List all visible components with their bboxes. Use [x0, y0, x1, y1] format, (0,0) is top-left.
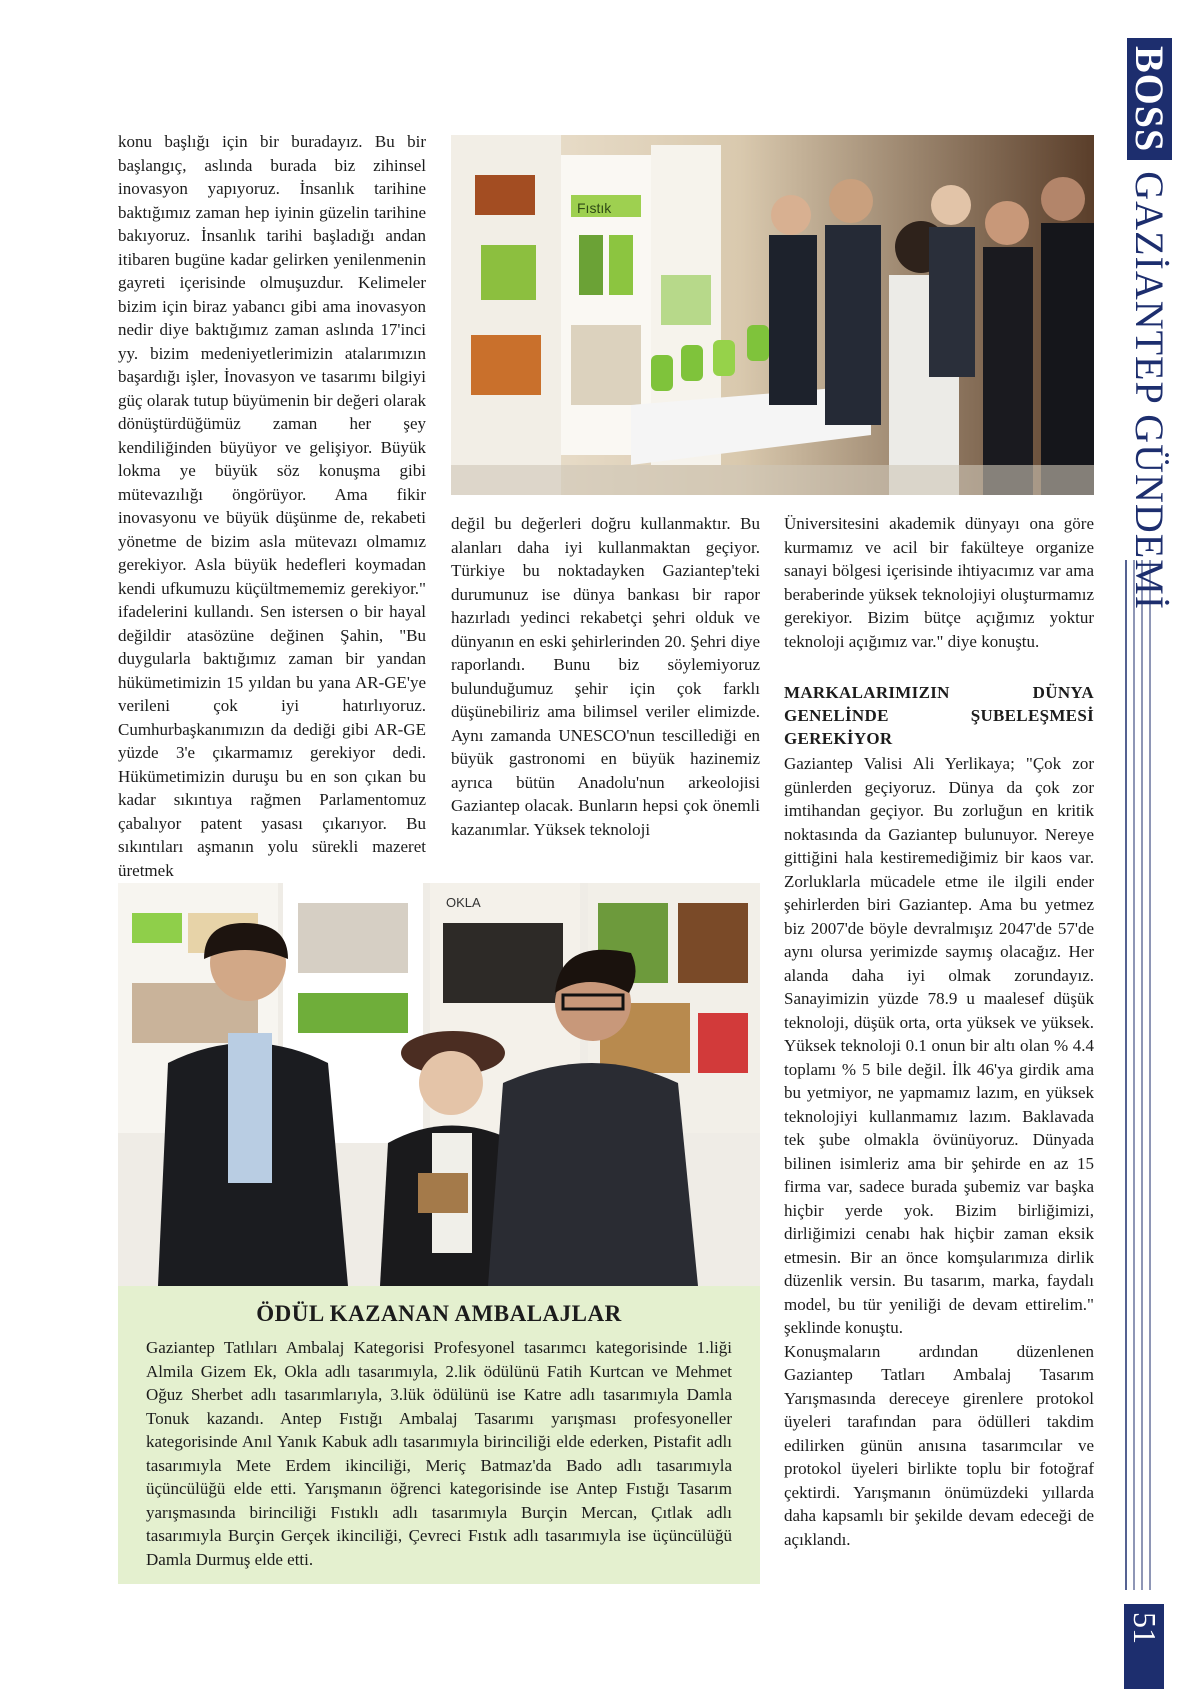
left-column: [118, 130, 426, 882]
award-winners-photo-illustration: [118, 883, 760, 1286]
caption-text: Gaziantep Tatlıları Ambalaj Kategorisi Profesyonel tasarımcı kategorisinde 1.liği Almila Gizem Ek, Okla adlı tasarımıyla, 2.lik ödülünü Fatih Kurtcan ve Mehmet Oğuz Sherbet adlı tasarımlarıyla, 3.lük ödülünü ise Katre adlı tasarımıyla Damla Tonuk kazandı. Antep Fıstığı Ambalaj Tasarımı yarışması profesyoneller kategorisinde Anıl Yanık Kabuk adlı tasarımıyla birinciliği elde ederken, Pistafit adlı tasarımıyla Mete Erdem ikinciliği, Meriç Batmaz'da Bado adlı tasarımıyla üçüncülüğü elde etti. Yarışmanın öğrenci kategorisinde ise Antep Fıstığı Tasarım yarışmasında birinciliği Fıstıklı adlı tasarımıyla Burçin Mercan, Çıtlak adlı tasarımıyla Burçin Gerçek ikinciliği, Çevreci Fıstık adlı tasarımıyla ise üçüncülüğü Damla Durmuş elde etti.: [146, 1338, 732, 1569]
section-subheading: MARKALARIMIZIN DÜNYA GENELİNDE ŞUBELEŞMESİ GEREKİYOR: [784, 683, 1094, 748]
right-column-text-1: Üniversitesini akademik dünyayı ona göre kurmamız ve acil bir fakülteye organize sanayi bölgesi içerisinde ihtiyacımız var ama beraberinde yüksek teknolojiyi oluşturmamız gerekiyor. Bizim bütçe açığımız yoktur teknoloji açığımız var." diye konuştu.: [784, 514, 1094, 651]
page-number-badge: [1124, 1604, 1164, 1689]
wall-label: Fıstık: [577, 200, 612, 216]
left-column-text: konu başlığı için bir buradayız. Bu bir başlangıç, aslında burada biz zihinsel inovasyon yapıyoruz. İnsanlık tarihine baktığımız zaman hep iyinin güzelin tarihine bakıyoruz. İnsanlık tarihi başladığı andan itibaren bugüne kadar gelirken yenilenmenin gayreti içerisinde olmuşuzdur. Kelimeler bizim için biraz yabancı gibi ama inovasyon nedir diye baktığımız zaman aslında 17'inci yy. bizim medeniyetlerimizin atalarımızın başardığı işler, İnovasyon ve tasarımı bilgiyi güç olarak tutup büyümenin bir değeri olarak dönüştürdüğümüz zaman her şey kendiliğinden büyüyor ve gelişiyor. Büyük lokma ye büyük söz konuşma gibi mütevazılığı öngörüyor. Ama fikir inovasyonu ve büyük düşünme de, rekabeti yönetme de bizim asla mütevazı olmamız gerekiyor. Asla büyük hedefleri koymadan kendi ufkumuzu küçültmememiz gerekiyor." ifadelerini kullandı. Sen istersen o bir hayal değildir atasözüne değinen Şahin, "Bu duygularla baktığımız zaman bir yandan hükümetimizin 15 yıldan bu yana AR-GE'ye verileni çok iyi hatırlıyoruz. Cumhurbaşkanımızın da dediği gibi AR-GE yüzde 3'e çıkarmamız gerekiyor dedi. Hükümetimizin duruşu bu en son çıkan bu kadar sıkıntıya rağmen Parlamentomuz çabalıyor patent yasası çıkarıyor. Bu sıkıntıları aşmanın yolu sürekli mazeret üretmek: [118, 132, 426, 880]
section-label: GAZİANTEP GÜNDEMİ: [1127, 171, 1172, 611]
right-column: [784, 512, 1094, 1551]
exhibition-photo-illustration: [451, 135, 1094, 495]
middle-column: [451, 512, 760, 841]
brand-label: BOSS: [1127, 38, 1172, 160]
section-header-vertical: [1127, 38, 1172, 611]
page-number: 51: [1127, 1612, 1163, 1644]
award-caption-box: [118, 1286, 760, 1584]
right-column-text-3: Konuşmaların ardından düzenlenen Gaziantep Tatları Ambalaj Tasarım Yarışmasında dereceye girenlere protokol üyeleri tarafından para ödülleri takdim edilirken günün anısına tasarımcılar ve protokol üyeleri birlikte toplu bir fotoğraf çektirdi. Yarışmanın önümüzdeki yıllarda daha kapsamlı bir şekilde devam edeceği de açıklandı.: [784, 1341, 1094, 1549]
caption-title: ÖDÜL KAZANAN AMBALAJLAR: [256, 1301, 622, 1326]
middle-column-text: değil bu değerleri doğru kullanmaktır. Bu alanları daha iyi kullanmaktan geçiyor. Türkiye bu noktadayken Gaziantep'teki durumunuz ise dünya bankası bir rapor hazırladı yedinci rekabetçi şehri olduk ve dünyanın en eski şehirlerinden 20. Şehri diye raporlandı. Bunu biz söylemiyoruz bulunduğumuz şehir için çok farklı düşünebiliriz ama bilimsel veriler elimizde. Aynı zamanda UNESCO'nun tescillediği en büyük gastronomi en büyük hazinemiz ayrıca bütün Anadolu'nun arkeolojisi Gaziantep olacak. Bunların hepsi çok önemli kazanımlar. Yüksek teknoloji: [451, 514, 760, 839]
award-winners-photo: [118, 883, 760, 1286]
poster-label: OKLA: [446, 895, 481, 910]
right-column-text-2: Gaziantep Valisi Ali Yerlikaya; "Çok zor günlerden geçiyoruz. Dünya da çok zor imtihandan geçiyor. Bu zorluğun en kritik noktasında da Gaziantep bulunuyor. Nereye gittiğini hala kestiremediğimiz bir kaos var. Zorluklarla mücadele etme ile ilgili ender şehirlerden biri Gaziantep. Ama bu yetmez biz 2007'de böyle devralmışız 2047'de 57'de aynı olursa yerimizde saymış olacağız. Her alanda daha iyi olmak zorundayız. Sanayimizin yüzde 78.9 u maalesef düşük teknoloji, düşük orta, orta yüksek ve yüksek. Yüksek teknoloji 0.1 onun bir altı olan % 4.4 toplamı % 5 bile değil. İlk 46'ya girdik ama bu yetmiyor, ne yapmamız lazım, en yüksek teknolojiyi kullanmamız lazım. Baklavada tek şube olmakla övünüyoruz. Dünyada bilinen isimleriz ama bir şehirde en az 15 firma var, sadece burada şubemiz var başka hiçbir yerde yok. Bizim birliğimizi, dirliğimizi cenabı hak hiçbir zaman eksik etmesin. Bir an önce komşularımıza dirlik düzenlik versin. Bu tasarım, marka, faydalı model, bu tür yeniliği de devam ettirelim." şeklinde konuştu.: [784, 754, 1094, 1337]
exhibition-photo: [451, 135, 1094, 495]
side-decorative-lines: [1124, 560, 1164, 1590]
